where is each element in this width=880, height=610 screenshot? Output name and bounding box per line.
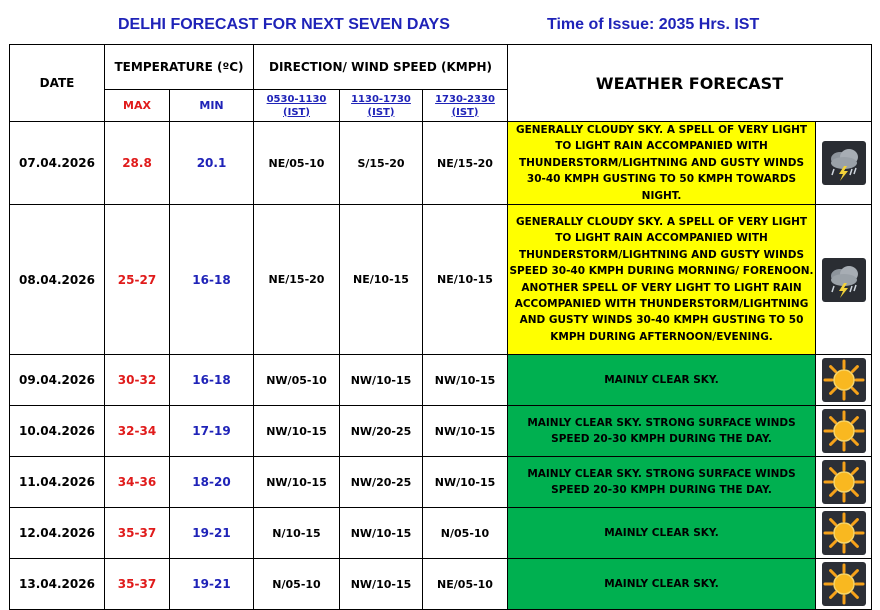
min-temp-cell: 16-18 — [170, 205, 254, 355]
column-header-min: MIN — [170, 90, 254, 122]
wind-morning-cell: NW/10-15 — [254, 406, 340, 457]
forecast-text-cell: MAINLY CLEAR SKY. — [508, 355, 816, 406]
max-temp-cell: 25-27 — [105, 205, 170, 355]
forecast-text-cell: MAINLY CLEAR SKY. — [508, 559, 816, 610]
sun-icon — [822, 460, 866, 504]
max-temp-cell: 34-36 — [105, 457, 170, 508]
max-temp-cell: 32-34 — [105, 406, 170, 457]
forecast-text-cell: MAINLY CLEAR SKY. STRONG SURFACE WINDS SPEED 20-30 KMPH DURING THE DAY. — [508, 406, 816, 457]
min-temp-cell: 16-18 — [170, 355, 254, 406]
column-header-forecast: WEATHER FORECAST — [508, 45, 872, 122]
weather-icon-cell — [816, 559, 872, 610]
weather-icon-cell — [816, 457, 872, 508]
max-temp-cell: 30-32 — [105, 355, 170, 406]
page-title: DELHI FORECAST FOR NEXT SEVEN DAYS — [118, 16, 450, 33]
wind-night-cell: NW/10-15 — [423, 457, 508, 508]
forecast-table — [9, 44, 872, 610]
column-header-slot-1: 0530-1130 (IST) — [254, 90, 340, 122]
weather-icon-cell — [816, 508, 872, 559]
wind-night-cell: N/05-10 — [423, 508, 508, 559]
wind-afternoon-cell: NW/10-15 — [340, 559, 423, 610]
wind-morning-cell: NE/05-10 — [254, 122, 340, 205]
date-cell: 08.04.2026 — [10, 205, 105, 355]
date-cell: 12.04.2026 — [10, 508, 105, 559]
thunderstorm-icon — [822, 258, 866, 302]
min-temp-cell: 20.1 — [170, 122, 254, 205]
wind-morning-cell: NE/15-20 — [254, 205, 340, 355]
sun-icon — [822, 511, 866, 555]
date-cell: 11.04.2026 — [10, 457, 105, 508]
column-header-date: DATE — [10, 45, 105, 122]
wind-afternoon-cell: NW/10-15 — [340, 508, 423, 559]
column-header-slot-2: 1130-1730 (IST) — [340, 90, 423, 122]
weather-icon-cell — [816, 406, 872, 457]
wind-afternoon-cell: NW/20-25 — [340, 406, 423, 457]
forecast-text-cell: MAINLY CLEAR SKY. STRONG SURFACE WINDS SPEED 20-30 KMPH DURING THE DAY. — [508, 457, 816, 508]
forecast-row — [10, 559, 872, 610]
wind-night-cell: NE/10-15 — [423, 205, 508, 355]
forecast-row — [10, 205, 872, 355]
forecast-text-cell: MAINLY CLEAR SKY. — [508, 508, 816, 559]
wind-afternoon-cell: NE/10-15 — [340, 205, 423, 355]
date-cell: 13.04.2026 — [10, 559, 105, 610]
min-temp-cell: 18-20 — [170, 457, 254, 508]
date-cell: 10.04.2026 — [10, 406, 105, 457]
date-cell: 09.04.2026 — [10, 355, 105, 406]
column-header-max: MAX — [105, 90, 170, 122]
issue-time: Time of Issue: 2035 Hrs. IST — [547, 16, 760, 33]
max-temp-cell: 35-37 — [105, 508, 170, 559]
wind-night-cell: NW/10-15 — [423, 406, 508, 457]
wind-night-cell: NW/10-15 — [423, 355, 508, 406]
min-temp-cell: 19-21 — [170, 508, 254, 559]
wind-morning-cell: NW/05-10 — [254, 355, 340, 406]
wind-morning-cell: NW/10-15 — [254, 457, 340, 508]
sun-icon — [822, 358, 866, 402]
forecast-row — [10, 406, 872, 457]
sun-icon — [822, 562, 866, 606]
column-header-temperature: TEMPERATURE (ºC) — [105, 45, 254, 90]
sun-icon — [822, 409, 866, 453]
min-temp-cell: 19-21 — [170, 559, 254, 610]
wind-afternoon-cell: NW/10-15 — [340, 355, 423, 406]
forecast-row — [10, 355, 872, 406]
wind-night-cell: NE/15-20 — [423, 122, 508, 205]
forecast-row — [10, 122, 872, 205]
forecast-row — [10, 457, 872, 508]
forecast-text-cell: GENERALLY CLOUDY SKY. A SPELL OF VERY LIGHT TO LIGHT RAIN ACCOMPANIED WITH THUNDERSTORM/LIGHTNING AND GUSTY WINDS SPEED 30-40 KMPH DURING MORNING/ FORENOON. ANOTHER SPELL OF VERY LIGHT TO LIGHT RAIN ACCOMPANIED WITH THUNDERSTORM/LIGHTNING AND GUSTY WINDS 30-40 KMPH GUSTING TO 50 KMPH DURING AFTERNOON/EVENING. — [508, 205, 816, 355]
wind-night-cell: NE/05-10 — [423, 559, 508, 610]
thunderstorm-icon — [822, 141, 866, 185]
weather-icon-cell — [816, 355, 872, 406]
weather-icon-cell — [816, 122, 872, 205]
weather-icon-cell — [816, 205, 872, 355]
wind-morning-cell: N/05-10 — [254, 559, 340, 610]
max-temp-cell: 28.8 — [105, 122, 170, 205]
wind-afternoon-cell: NW/20-25 — [340, 457, 423, 508]
forecast-row — [10, 508, 872, 559]
max-temp-cell: 35-37 — [105, 559, 170, 610]
date-cell: 07.04.2026 — [10, 122, 105, 205]
column-header-slot-3: 1730-2330 (IST) — [423, 90, 508, 122]
forecast-text-cell: GENERALLY CLOUDY SKY. A SPELL OF VERY LIGHT TO LIGHT RAIN ACCOMPANIED WITH THUNDERSTORM/LIGHTNING AND GUSTY WINDS 30-40 KMPH GUSTING TO 50 KMPH TOWARDS NIGHT. — [508, 122, 816, 205]
column-header-wind: DIRECTION/ WIND SPEED (KMPH) — [254, 45, 508, 90]
wind-afternoon-cell: S/15-20 — [340, 122, 423, 205]
min-temp-cell: 17-19 — [170, 406, 254, 457]
wind-morning-cell: N/10-15 — [254, 508, 340, 559]
